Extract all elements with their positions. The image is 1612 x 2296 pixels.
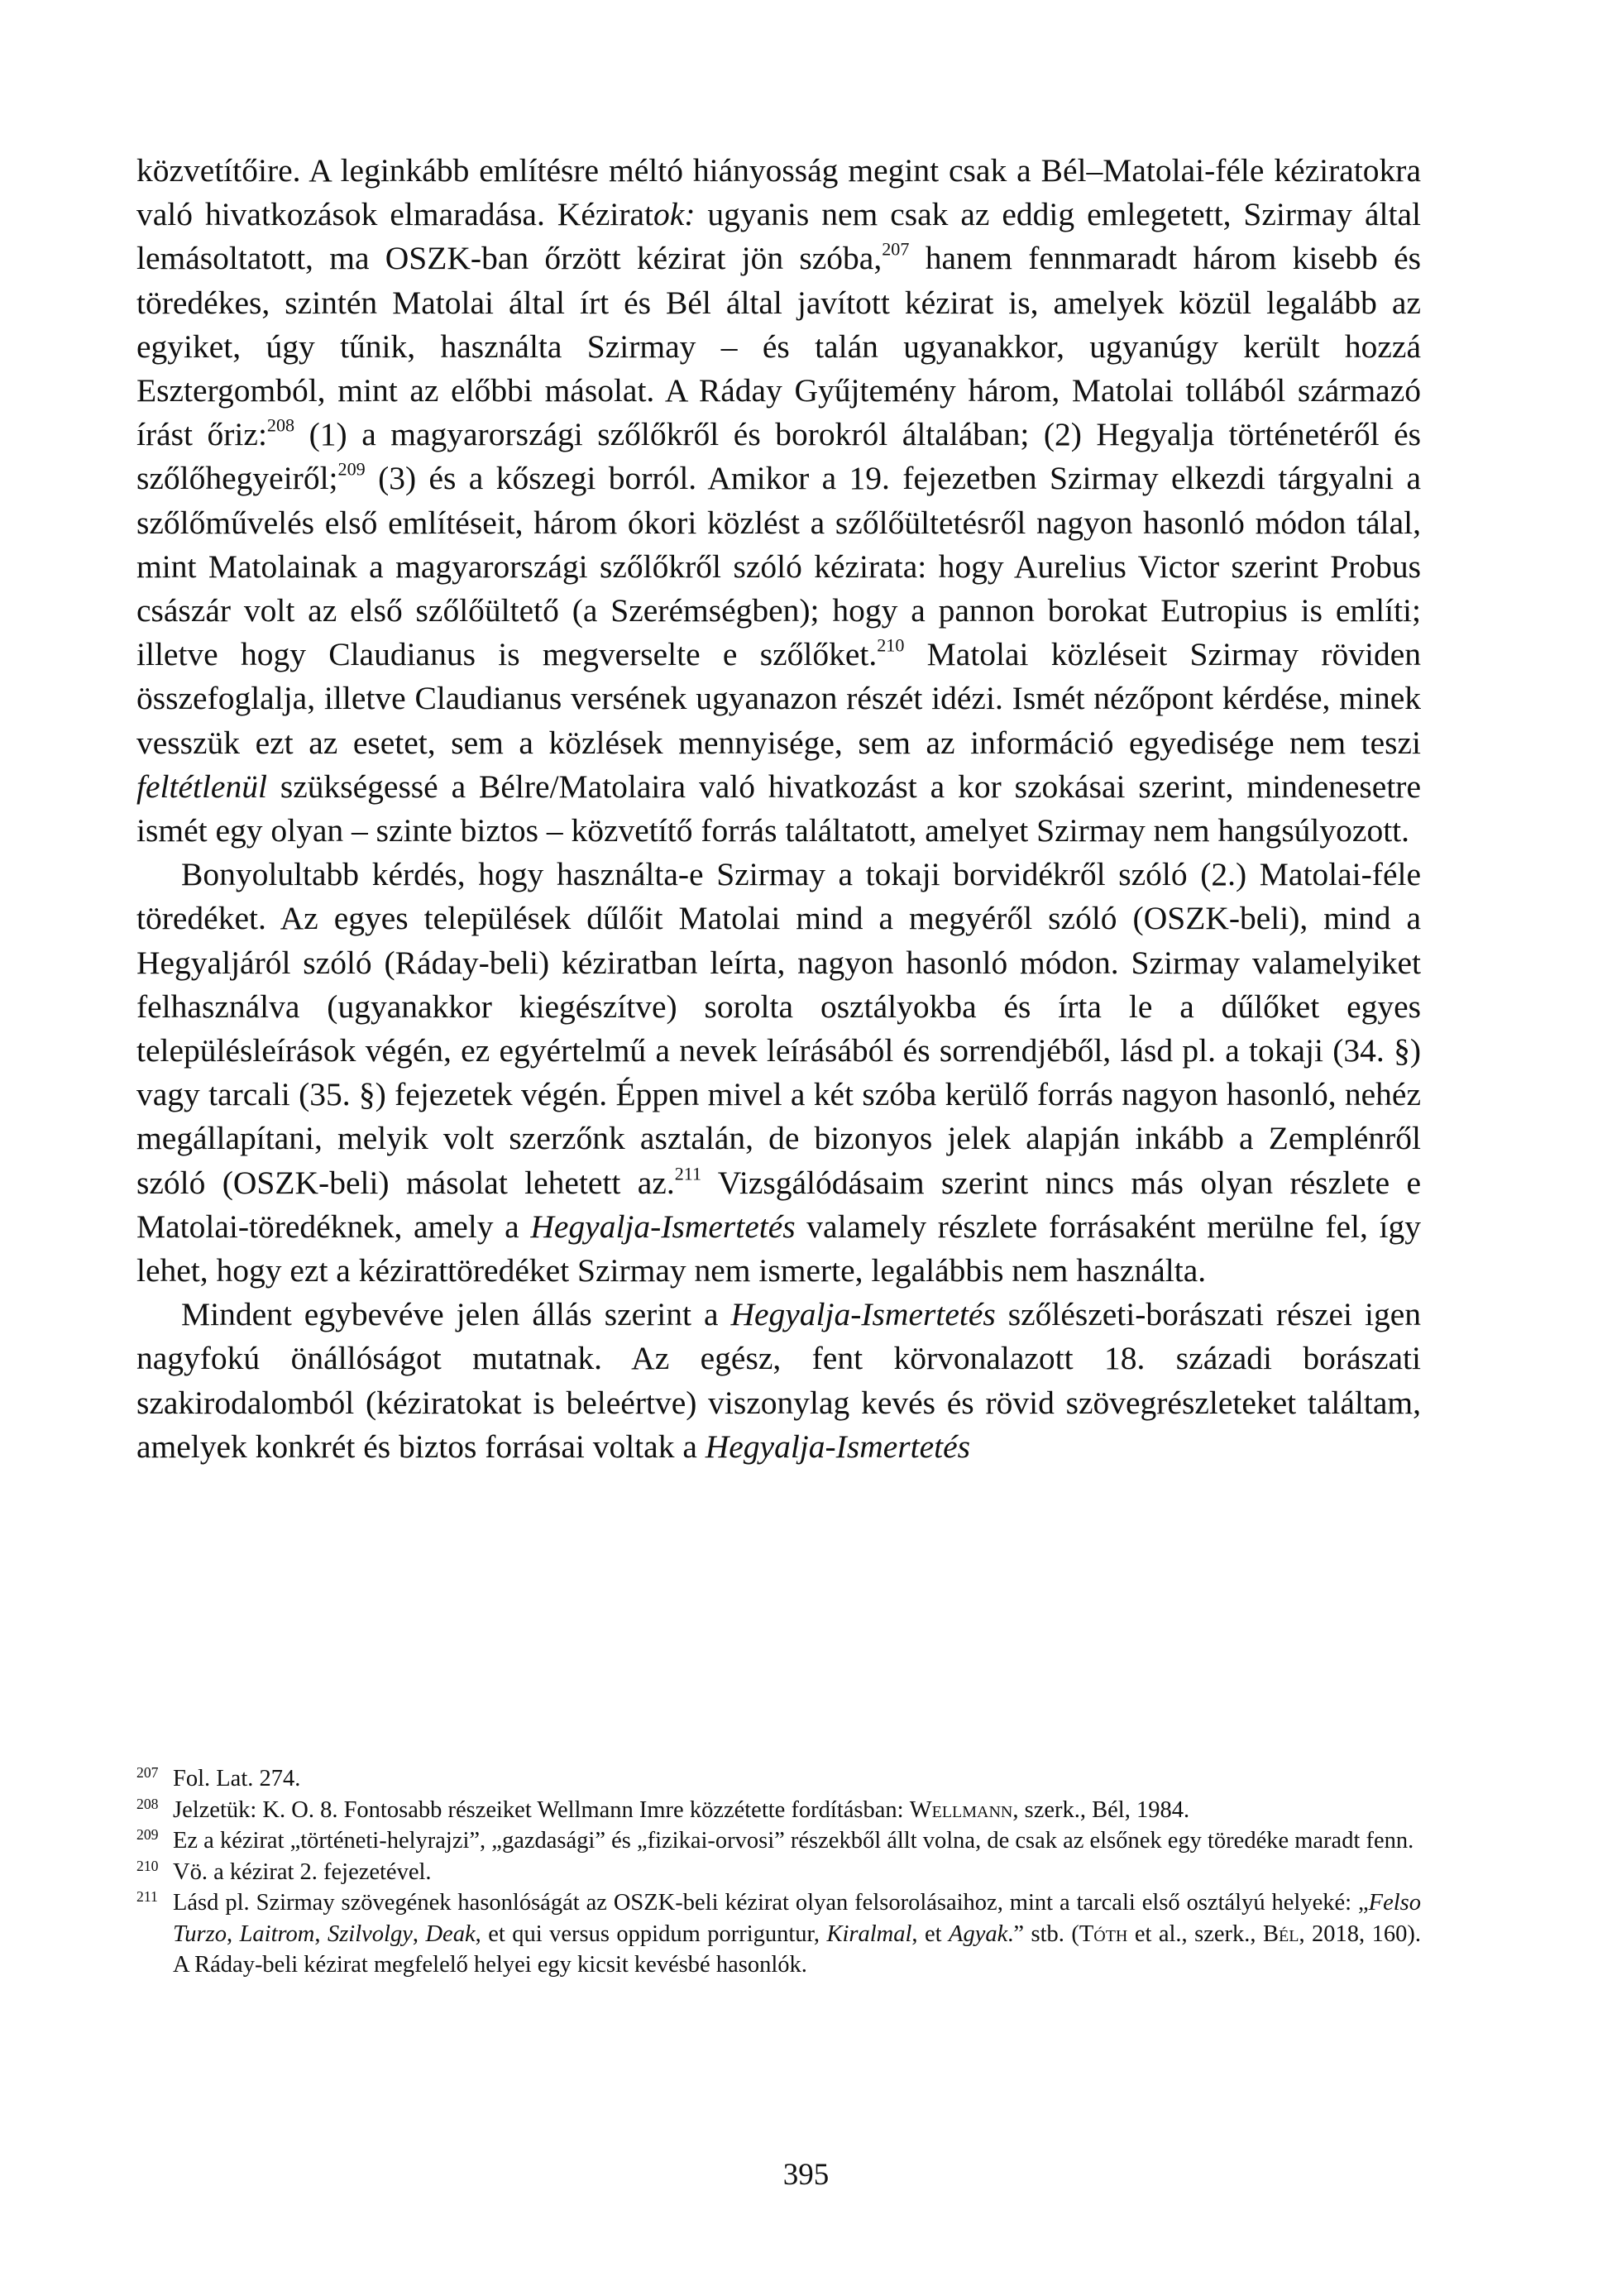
footnote-number: 210 bbox=[136, 1857, 159, 1874]
footnote-210: 210 Vö. a kézirat 2. fejezetével. bbox=[136, 1857, 432, 1885]
footnote-number: 207 bbox=[136, 1764, 159, 1781]
paragraph-1: közvetítőire. A leginkább említésre méltó hiányosság megint csak a Bél–Matolai-féle kéziratokra való hivatkozások elmaradása. Kéziratok: ugyanis nem csak az eddig emlegetett, Szirmay által lemásoltatott, ma OSZK-ban őrzött kézirat jön szóba,$^{207}$ hanem fennmaradt három kisebb és töredékes, szintén Matolai által írt és Bél által javított kézirat is, amelyek közül legalább az egyiket, úgy tűnik, használta Szirmay – és talán ugyanakkor, ugyanúgy került hozzá Esztergomból, mint az előbbi másolat. A Ráday Gyűjtemény három, Matolai tollából származó írást őriz:$^{208}$ (1) a magyarországi szőlőkről és borokról általában; (2) Hegyalja történetéről és szőlőhegyeiről;$^{209}$ (3) és a kőszegi borról. Amikor a 19. fejezetben Szirmay elkezdi tárgyalni a szőlőművelés első említéseit, három ókori közlést a szőlőültetésről nagyon hasonló módon tálal, mint Matolainak a magyarországi szőlőkről szóló kézirata: hogy Aurelius Victor szerint Probus császár volt az első szőlőültető (a Szerémségben); hogy a pannon borokat Eutropius is említi; illetve hogy Claudianus is megverselte e szőlőket.$^{210}$ Matolai közléseit Szirmay röviden összefoglalja, illetve Claudianus versének ugyanazon részét idézi. Ismét nézőpont kérdése, minek vesszük ezt az esetet, sem a közlések mennyisége, sem az információ egyedisége nem teszi feltétlenül szükségessé a Bélre/Matolaira való hivatkozást a kor szokásai szerint, mindenesetre ismét egy olyan – szinte biztos – közvetítő forrás találtatott, amelyet Szirmay nem hangsúlyozott. bbox=[136, 152, 1422, 849]
footnotes bbox=[136, 1763, 1421, 1981]
footnote-ref-210[interactable]: 210 bbox=[877, 634, 905, 656]
footnote-208: 208 Jelzetük: K. O. 8. Fontosabb részeiket Wellmann Imre közzétette fordításban: Wellmann, szerk., Bél, 1984. bbox=[136, 1795, 1190, 1823]
paragraph-3: Mindent egybevéve jelen állás szerint a Hegyalja-Ismertetés szőlészeti-borászati részei igen nagyfokú önállóságot mutatnak. Az egész, fent körvonalazott 18. századi borászati szakirodalomból (kéziratokat is beleértve) viszonylag kevés és rövid szövegrészleteket találtam, amelyek konkrét és biztos forrásai voltak a Hegyalja-Ismertetés bbox=[136, 1296, 1421, 1465]
main-text bbox=[136, 149, 1421, 1469]
work-title: Hegyalja-Ismertetés bbox=[730, 1296, 996, 1333]
footnote-number: 211 bbox=[136, 1888, 158, 1905]
author-name: Wellmann bbox=[909, 1796, 1013, 1823]
author-name: Tóth bbox=[1079, 1921, 1128, 1947]
footnote-number: 209 bbox=[136, 1826, 159, 1843]
footnote-ref-208[interactable]: 208 bbox=[266, 414, 295, 436]
footnote-ref-211[interactable]: 211 bbox=[674, 1163, 702, 1184]
author-name: Bél bbox=[1263, 1921, 1299, 1947]
footnote-ref-207[interactable]: 207 bbox=[882, 238, 910, 260]
work-title: Hegyalja-Ismertetés bbox=[705, 1428, 971, 1465]
footnote-207: 207 Fol. Lat. 274. bbox=[136, 1764, 301, 1791]
paragraph-2: Bonyolultabb kérdés, hogy használta-e Szirmay a tokaji borvidékről szóló (2.) Matolai-féle töredéket. Az egyes települések dűlőit Matolai mind a megyéről szóló (OSZK-beli), mind a Hegyaljáról szóló (Ráday-beli) kéziratban leírta, nagyon hasonló módon. Szirmay valamelyiket felhasználva (ugyanakkor kiegészítve) sorolta osztályokba és írta le a dűlőket egyes településleírások végén, ez egyértelmű a nevek leírásából és sorrendjéből, lásd pl. a tokaji (34. §) vagy tarcali (35. §) fejezetek végén. Éppen mivel a két szóba kerülő forrás nagyon hasonló, nehéz megállapítani, melyik volt szerzőnk asztalán, de bizonyos jelek alapján inkább a Zemplénről szóló (OSZK-beli) másolat lehetett az.$^{211}$ Vizsgálódásaim szerint nincs más olyan részlete e Matolai-töredéknek, amely a Hegyalja-Ismertetés valamely részlete forrásaként merülne fel, így lehet, hogy ezt a kézirattöredéket Szirmay nem ismerte, legalábbis nem használta. bbox=[136, 856, 1421, 1289]
page-number: 395 bbox=[782, 2158, 830, 2192]
emphasis: ok: bbox=[653, 196, 696, 233]
footnote-211: 211 Lásd pl. Szirmay szövegének hasonlóságát az OSZK-beli kézirat olyan felsorolásaihoz, mint a tarcali első osztályú helyeké: „Felso Turzo, Laitrom, Szilvolgy, Deak, et qui versus oppidum porriguntur, Kiralmal, et Agyak.” stb. (Tóth et al., szerk., Bél, 2018, 160). A Ráday-beli kézirat megfelelő helyei egy kicsit kevésbé hasonlók. bbox=[136, 1888, 1421, 1978]
emphasis: feltétlenül bbox=[136, 768, 267, 805]
footnote-number: 208 bbox=[136, 1795, 159, 1812]
work-title: Hegyalja-Ismertetés bbox=[530, 1208, 796, 1245]
footnote-209: 209 Ez a kézirat „történeti-helyrajzi”, „gazdasági” és „fizikai-orvosi” részekből állt volna, de csak az elsőnek egy töredéke maradt fenn. bbox=[136, 1826, 1414, 1854]
footnote-ref-209[interactable]: 209 bbox=[337, 458, 366, 480]
